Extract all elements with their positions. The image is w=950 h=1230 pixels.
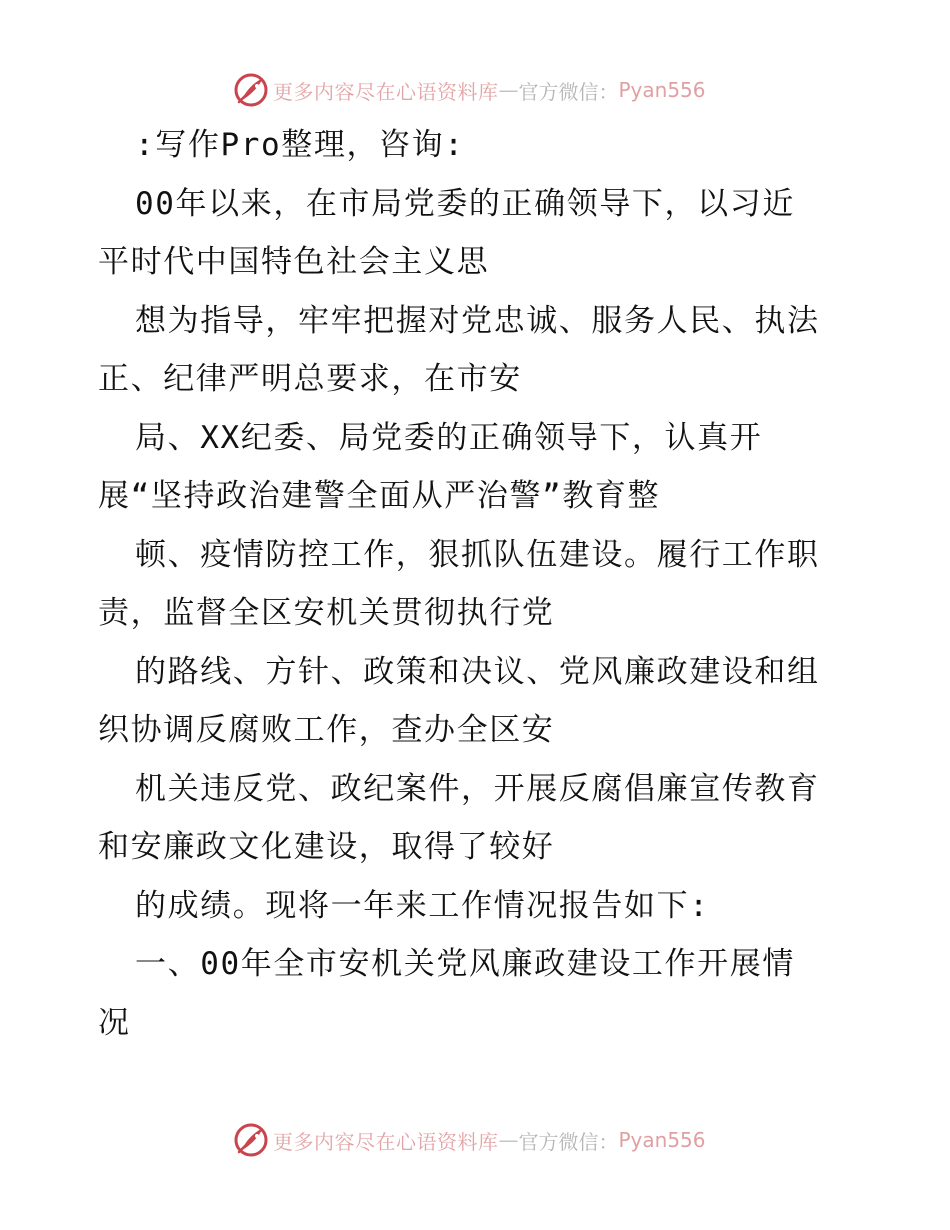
document-line: 00年以来，在市局党委的正确领导下，以习近 (135, 185, 795, 222)
document-line: 顿、疫情防控工作，狠抓队伍建设。履行工作职 (135, 536, 820, 573)
feather-pen-circle-icon (233, 72, 269, 108)
document-body (98, 116, 858, 1052)
watermark-text: 更多内容尽在心语资料库 (273, 1129, 499, 1154)
document-line: 织协调反腐败工作，查办全区安 (98, 712, 555, 748)
document-line: 局、XX纪委、局党委的正确领导下，认真开 (135, 419, 763, 456)
document-line: 一、00年全市安机关党风廉政建设工作开展情 (135, 946, 795, 982)
document-line: 的成绩。现将一年来工作情况报告如下: (135, 887, 710, 924)
document-line: 的路线、方针、政策和决议、党风廉政建设和组 (135, 653, 820, 690)
watermark-account: Pyan556 (618, 1128, 706, 1152)
document-line: 和安廉政文化建设，取得了较好 (98, 829, 555, 865)
feather-pen-circle-icon (233, 1122, 269, 1158)
document-line: 想为指导，牢牢把握对党忠诚、服务人民、执法 (135, 302, 820, 339)
document-line: 平时代中国特色社会主义思 (98, 244, 490, 280)
watermark-label: 官方微信： (518, 1129, 619, 1154)
document-line: 机关违反党、政纪案件，开展反腐倡廉宣传教育 (135, 770, 820, 807)
watermark-separator: — (498, 78, 519, 102)
document-line: 正、纪律严明总要求，在市安 (98, 361, 522, 397)
watermark-separator: — (498, 1128, 519, 1152)
header-watermark (233, 70, 706, 110)
watermark-label: 官方微信： (518, 79, 619, 104)
document-line: 责，监督全区安机关贯彻执行党 (98, 595, 555, 631)
watermark-account: Pyan556 (618, 78, 706, 102)
watermark-text: 更多内容尽在心语资料库 (273, 79, 499, 104)
document-line: 况 (98, 1004, 131, 1041)
document-line: :写作Pro整理，咨询: (135, 127, 465, 163)
document-line: 展“坚持政治建警全面从严治警”教育整 (98, 478, 661, 514)
footer-watermark (233, 1120, 706, 1160)
